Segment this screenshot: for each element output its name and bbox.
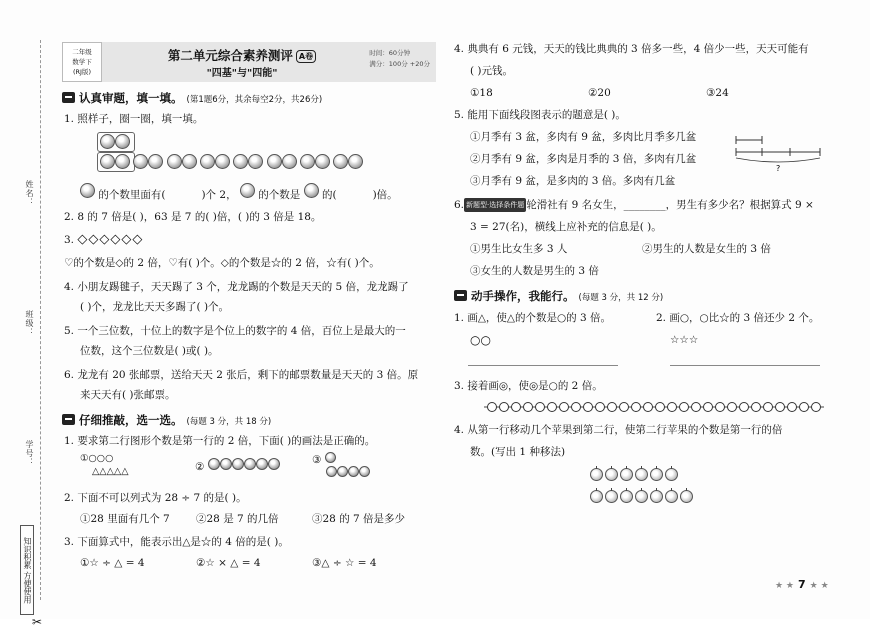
q6-line1: 6. 龙龙有 20 张邮票，送给天天 2 张后，剩下的邮票数量是天天的 3 倍。原 (64, 369, 419, 381)
ball-icon (215, 154, 230, 169)
q6-line2: 来天天有( )张邮票。 (80, 389, 176, 401)
h4-line2: 数。(写出 1 种移法) (470, 446, 566, 458)
ball-icon (325, 452, 336, 463)
r4-line1: 4. 典典有 6 元钱，天天的钱比典典的 3 倍多一些，4 倍少一些，天天可能有 (454, 43, 809, 55)
q3-text: ♡的个数是◇的 2 倍，♡有( )个。◇的个数是☆的 2 倍，☆有( )个。 (64, 257, 380, 269)
r6-line1 (454, 198, 814, 212)
bead-icon (740, 403, 749, 412)
ball-icon (232, 458, 244, 470)
h3-bead-row (484, 400, 824, 414)
scissor-icon: ✂ (32, 615, 43, 629)
ball-icon (100, 154, 115, 169)
bead-icon (788, 403, 797, 412)
c3-option1: ①☆ ÷ △ = 4 (80, 557, 145, 569)
ball-icon (80, 183, 95, 198)
page-subtitle: "四基"与"四能" (206, 68, 278, 79)
ball-icon (337, 466, 348, 477)
q1-fill-e: )倍。 (372, 189, 398, 201)
apple-icon (590, 490, 603, 503)
bead-icon (548, 403, 557, 412)
r6-option3: ③女生的人数是男生的 3 倍 (470, 265, 599, 277)
q1-fill-c: 的个数是 (258, 189, 301, 201)
apple-icon (635, 490, 648, 503)
title-text: 第二单元综合素养测评 (167, 48, 293, 63)
score-label: 满分：100分 +20分 (369, 60, 430, 68)
r5-text: 5. 能用下面线段图表示的题意是( )。 (454, 109, 626, 121)
ball-icon (182, 154, 197, 169)
page-number (775, 578, 829, 591)
section-note: (第1题6分，其余每空2分，共26分) (186, 95, 323, 105)
c2-option2: ②28 是 7 的几倍 (196, 513, 279, 525)
q1-line2 (80, 183, 398, 202)
segment-diagram (732, 132, 824, 172)
name-label: 姓名： (25, 180, 34, 207)
section-title: 认真审题，填一填。 (79, 91, 183, 105)
ball-icon (200, 154, 215, 169)
ball-icon (233, 154, 248, 169)
new-type-badge: 新题型·选择条件题 (464, 198, 526, 212)
ball-row (100, 154, 430, 172)
bead-icon (692, 403, 701, 412)
c2-option1: ①28 里面有几个 7 (80, 513, 170, 525)
grade-box (62, 42, 102, 82)
bead-icon (680, 403, 689, 412)
strip-box-label: 知识积累 方便使用 (20, 525, 34, 615)
c1-option2 (195, 458, 280, 474)
bead-icon (752, 403, 761, 412)
section-title: 仔细推敲，选一选。 (79, 413, 183, 427)
ball-icon (133, 154, 148, 169)
bead-icon (596, 403, 605, 412)
ball-icon (100, 134, 115, 149)
bead-icon (620, 403, 629, 412)
ball-icon (240, 183, 255, 198)
h2-answer-line (670, 365, 820, 366)
section-choose (62, 412, 271, 428)
ball-icon (115, 154, 130, 169)
q1-text: 1. 照样子，圈一圈，填一填。 (64, 113, 204, 125)
ball-icon (244, 458, 256, 470)
cut-line (40, 40, 41, 600)
r4-option1: ①18 (470, 87, 493, 99)
r4-option3: ③24 (706, 87, 729, 99)
bead-icon (800, 403, 809, 412)
bead-icon (536, 403, 545, 412)
bead-icon (776, 403, 785, 412)
apple-icon (665, 490, 678, 503)
footer-stars-right: ★ ★ (809, 581, 829, 591)
bead-icon (812, 403, 821, 412)
ball-icon (304, 183, 319, 198)
q1-fill-d: 的( (321, 189, 337, 201)
bead-icon (500, 403, 509, 412)
q3-shapes-row (64, 233, 143, 247)
q5-line2: 位数，这个三位数是( )或( )。 (80, 345, 219, 357)
page-number-value: 7 (798, 578, 806, 591)
h1-text: 1. 画△，使△的个数是○的 3 倍。 (454, 312, 612, 324)
apple-icon (620, 490, 633, 503)
ball-icon (167, 154, 182, 169)
apple-icon (590, 468, 603, 481)
ball-icon (220, 458, 232, 470)
bead-icon (668, 403, 677, 412)
c1-option2-label: ② (195, 461, 205, 473)
c1-option3-row2 (326, 466, 370, 481)
r6-text: 轮滑社有 9 名女生，________，男生有多少名？根据算式 9 × (526, 199, 814, 211)
ball-row (100, 134, 430, 152)
bead-icon (656, 403, 665, 412)
section-fill-in (62, 90, 322, 106)
apple-icon (650, 490, 663, 503)
c3-text: 3. 下面算式中，能表示出△是☆的 4 倍的是( )。 (64, 536, 289, 548)
c2-text: 2. 下面不可以列式为 28 ÷ 7 的是( )。 (64, 492, 247, 504)
ball-icon (115, 134, 130, 149)
subject-label: 数学下 (72, 58, 92, 66)
c3-option2: ②☆ × △ = 4 (196, 557, 261, 569)
c1-option3 (312, 452, 336, 467)
apple-icon (680, 490, 693, 503)
ball-icon (333, 154, 348, 169)
ball-icon (300, 154, 315, 169)
ball-icon (348, 466, 359, 477)
r6-line2: 3 = 27(名)，横线上应补充的信息是( )。 (470, 221, 662, 233)
ball-icon (326, 466, 337, 477)
apple-icon (665, 468, 678, 481)
r4-option2: ②20 (588, 87, 611, 99)
ball-icon (148, 154, 163, 169)
apple-row-2 (590, 490, 695, 506)
bead-icon (644, 403, 653, 412)
ball-icon (315, 154, 330, 169)
c1-options (80, 452, 430, 482)
c1-option1-row2: △△△△△ (92, 466, 129, 477)
section-hands-on (454, 288, 663, 304)
section-icon (62, 92, 75, 103)
segment-question-mark: ? (776, 164, 781, 173)
section-note: (每题 3 分，共 18 分) (186, 417, 272, 427)
ball-icon (248, 154, 263, 169)
ball-icon (348, 154, 363, 169)
ball-icon (282, 154, 297, 169)
bead-icon (572, 403, 581, 412)
bead-icon (584, 403, 593, 412)
apple-icon (650, 468, 663, 481)
bead-icon (608, 403, 617, 412)
apple-icon (605, 468, 618, 481)
c1-text: 1. 要求第二行图形个数是第一行的 2 倍，下面( )的画法是正确的。 (64, 435, 376, 447)
c3-option3: ③△ ÷ ☆ = 4 (312, 557, 377, 569)
q4-line2: ( )个，龙龙比天天多踢了( )个。 (80, 301, 230, 313)
h1-circles: ○○ (470, 333, 491, 347)
bead-icon (716, 403, 725, 412)
page-title (112, 46, 372, 64)
bead-icon (632, 403, 641, 412)
ball-icon (208, 458, 220, 470)
r5-option3: ③月季有 9 盆，是多肉的 3 倍。多肉有几盆 (470, 175, 676, 187)
bead-icon (524, 403, 533, 412)
exam-meta (369, 48, 430, 70)
q2-text: 2. 8 的 7 倍是( )，63 是 7 的( )倍，( )的 3 倍是 18。 (64, 211, 322, 223)
version-tag: A卷 (296, 50, 316, 63)
bead-icon (512, 403, 521, 412)
ball-icon (267, 154, 282, 169)
ball-icon (256, 458, 268, 470)
grade-label: 二年级 (72, 48, 92, 56)
ball-icon (359, 466, 370, 477)
h2-text: 2. 画○，○比☆的 3 倍还少 2 个。 (656, 312, 820, 324)
bead-icon (704, 403, 713, 412)
brace (736, 158, 820, 162)
apple-icon (620, 468, 633, 481)
r5-option2: ②月季有 9 盆，多肉是月季的 3 倍，多肉有几盆 (470, 153, 697, 165)
time-label: 时间：60分钟 (369, 49, 411, 57)
bead-icon (560, 403, 569, 412)
q4-line1: 4. 小朋友踢毽子，天天踢了 3 个，龙龙踢的个数是天天的 5 倍，龙龙踢了 (64, 281, 409, 293)
bead-icon (764, 403, 773, 412)
diamond-row: ◇◇◇◇◇◇ (77, 232, 144, 247)
ball-icon (268, 458, 280, 470)
section-icon (454, 290, 467, 301)
apple-icon (605, 490, 618, 503)
h3-text: 3. 接着画◎，使◎是○的 2 倍。 (454, 380, 603, 392)
h1-answer-line (468, 365, 618, 366)
section-icon (62, 414, 75, 425)
edition-label: (RJ版) (72, 68, 91, 76)
class-label: 班级： (25, 310, 34, 337)
page-header (62, 42, 436, 82)
c1-option3-label: ③ (312, 454, 322, 466)
q3-label: 3. (64, 234, 75, 246)
section-title: 动手操作，我能行。 (471, 289, 575, 303)
bead-icon (728, 403, 737, 412)
section-note: (每题 3 分，共 12 分) (578, 293, 664, 303)
apple-icon (635, 468, 648, 481)
footer-stars-left: ★ ★ (775, 581, 794, 591)
c1-option1-row1: ①○○○ (80, 453, 114, 464)
binding-strip (18, 40, 56, 629)
q1-fill-a: 的个数里面有( (98, 189, 166, 201)
r6-option2: ②男生的人数是女生的 3 倍 (642, 243, 771, 255)
c2-option3: ③28 的 7 倍是多少 (312, 513, 406, 525)
id-label: 学号： (25, 440, 34, 467)
bead-icon (488, 403, 497, 412)
q1-fill-b: )个 2， (201, 189, 237, 201)
r6-number: 6. (454, 199, 465, 211)
q5-line1: 5. 一个三位数，十位上的数字是个位上的数字的 4 倍，百位上是最大的一 (64, 325, 406, 337)
r6-option1: ①男生比女生多 3 人 (470, 243, 568, 255)
r5-option1: ①月季有 3 盆，多肉有 9 盆，多肉比月季多几盆 (470, 131, 697, 143)
h4-line1: 4. 从第一行移动几个苹果到第二行，使第二行苹果的个数是第一行的倍 (454, 424, 783, 436)
r4-line2: ( )元钱。 (470, 65, 514, 77)
apple-row-1 (590, 468, 680, 484)
h2-stars: ☆☆☆ (670, 334, 699, 346)
